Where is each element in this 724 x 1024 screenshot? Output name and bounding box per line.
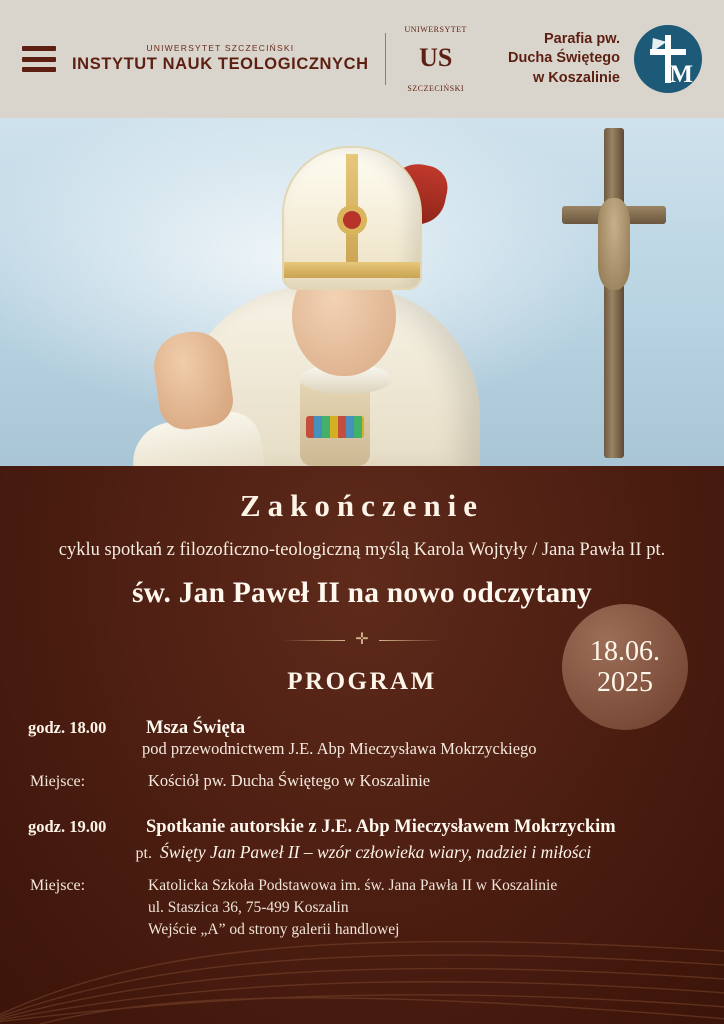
cross-horizontal: [650, 49, 686, 55]
date-day-month: 18.06.: [590, 635, 660, 667]
program-item-hour: godz. 19.00: [28, 817, 107, 836]
mitre-shape: [282, 146, 422, 290]
program-item: [24, 718, 704, 791]
university-small-line: UNIWERSYTET SZCZECIŃSKI: [146, 43, 295, 54]
program-item-place-label: Miejsce:: [30, 877, 86, 894]
corpus-figure: [598, 198, 630, 290]
hamburger-menu-icon[interactable]: [22, 46, 56, 72]
program-item-pt-label: pt.: [135, 845, 152, 862]
program-item-place-label: Miejsce:: [30, 773, 86, 790]
header-bar: [0, 0, 724, 118]
hero-photo: [0, 118, 724, 466]
parish-line-1: Parafia pw.: [543, 30, 620, 47]
program-item-detail: pod przewodnictwem J.E. Abp Mieczysława Mokrzyckiego: [142, 739, 537, 758]
mitre-band: [284, 262, 420, 278]
menu-line: [22, 57, 56, 62]
address-line: ul. Staszica 36, 75-499 Koszalin: [148, 899, 349, 916]
date-year: 2025: [597, 667, 653, 698]
menu-line: [22, 46, 56, 51]
ornament-line-left: [283, 640, 345, 641]
address-line: Wejście „A” od strony galerii handlowej: [148, 921, 400, 938]
program-heading: PROGRAM: [287, 668, 437, 695]
marian-monogram: M: [669, 61, 693, 88]
cross-beam-vertical: [604, 128, 624, 458]
parish-block: [508, 25, 702, 93]
crest-monogram: US: [419, 43, 453, 72]
content-area: [0, 466, 724, 1024]
program-item-title: Spotkanie autorskie z J.E. Abp Mieczysławem Mokrzyckim: [146, 817, 616, 837]
program-item-hour: godz. 18.00: [28, 718, 107, 737]
program-item-pt-value: Święty Jan Paweł II – wzór człowieka wiary, nadziei i miłości: [160, 842, 592, 862]
parish-line-3: w Koszalinie: [532, 69, 620, 86]
program-item-title: Msza Święta: [146, 718, 246, 738]
program-item-place-row: [24, 771, 704, 791]
parish-line-2: Ducha Świętego: [508, 50, 620, 67]
program-item-row: [24, 817, 704, 838]
program-item-place-value: Kościół pw. Ducha Świętego w Koszalinie: [148, 771, 431, 790]
pope-figure: [70, 136, 540, 466]
event-subtitle: cyklu spotkań z filozoficzno-teologiczną myślą Karola Wojtyły / Jana Pawła II pt.: [58, 540, 666, 560]
program-item-pt-row: [24, 842, 704, 863]
parish-name: [508, 30, 620, 89]
parish-logo-icon: [634, 25, 702, 93]
menu-line: [22, 67, 56, 72]
university-logo-text: [72, 44, 369, 73]
crest-top-text: UNIWERSYTET: [404, 25, 467, 34]
ornament-line-right: [379, 640, 441, 641]
crucifix-icon: [560, 128, 670, 458]
event-series-title: św. Jan Paweł II na nowo odczytany: [131, 577, 592, 609]
header-divider: [385, 33, 386, 85]
stole-stripes: [306, 416, 364, 438]
cross-ornament-icon: ✛: [355, 631, 369, 648]
mitre-motif: [336, 204, 368, 236]
event-title: Zakończenie: [239, 488, 485, 523]
university-institute-line: INSTYTUT NAUK TEOLOGICZNYCH: [72, 55, 369, 74]
university-crest-icon: [400, 23, 472, 95]
address-line: Katolicka Szkoła Podstawowa im. św. Jana Pawła II w Koszalinie: [148, 877, 558, 894]
decorative-swirls: [0, 894, 724, 1024]
crest-bottom-text: SZCZECIŃSKI: [407, 84, 465, 93]
date-badge: [562, 604, 688, 730]
